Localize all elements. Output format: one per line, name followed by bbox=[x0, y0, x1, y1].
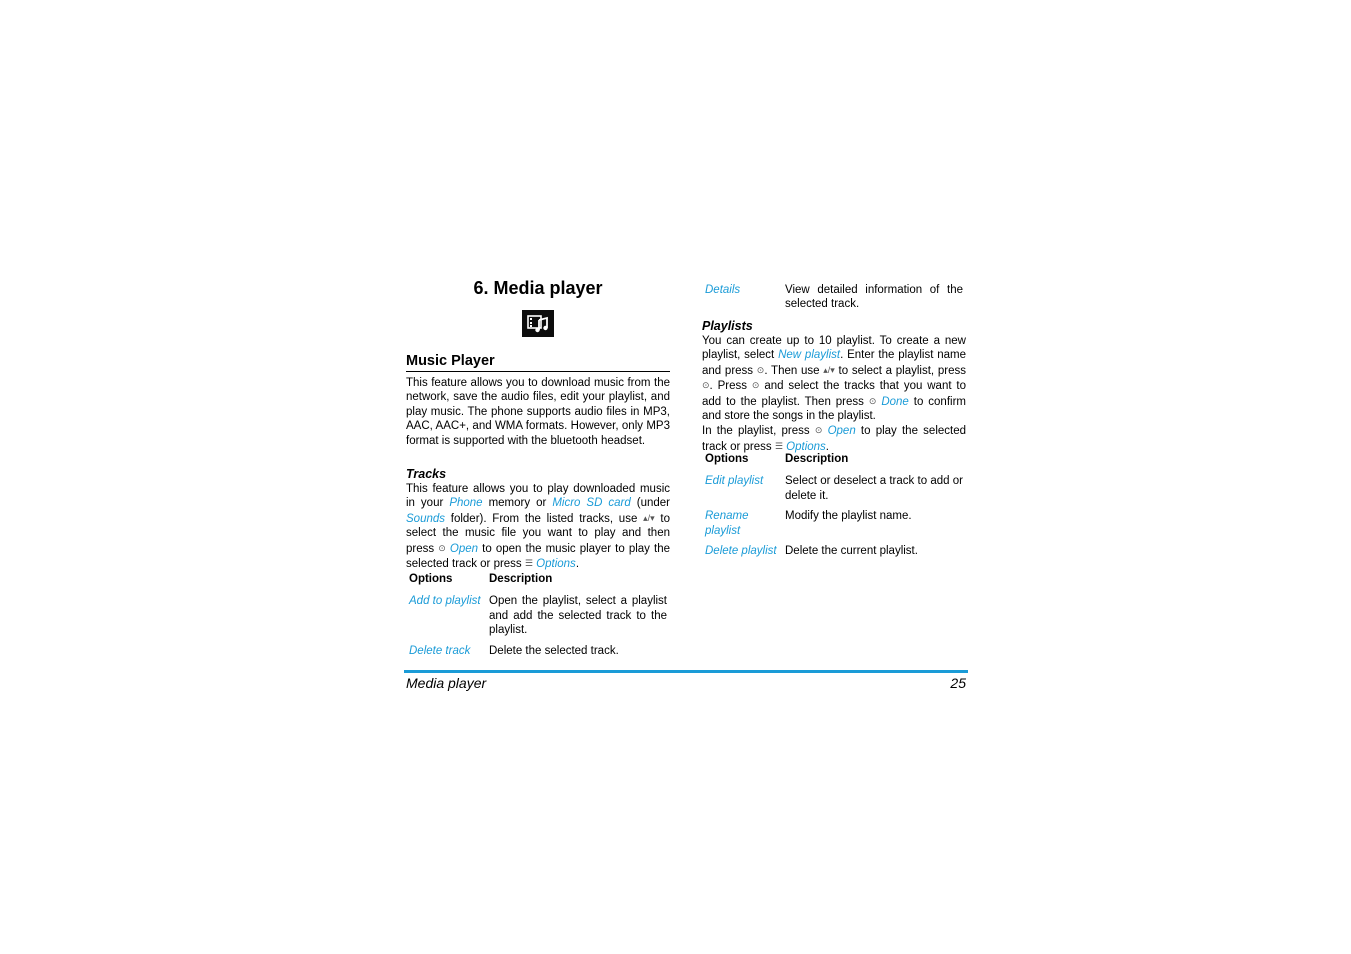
description: Select or deselect a track to add or delete it. bbox=[785, 475, 963, 502]
description: Delete the selected track. bbox=[489, 644, 619, 657]
text: folder). From the listed tracks, use bbox=[450, 512, 638, 525]
options-link: Options bbox=[786, 440, 826, 453]
table-row bbox=[702, 542, 966, 562]
option-details: Details bbox=[705, 284, 741, 296]
menu-key-icon: ☰ bbox=[524, 558, 533, 569]
text: . Press bbox=[709, 380, 748, 393]
ok-key-icon: ⊙ bbox=[438, 542, 446, 553]
table-row bbox=[702, 281, 966, 316]
description: Open the playlist, select a playlist and add the selected track to the playlist. bbox=[489, 595, 667, 637]
chapter-title: 6. Media player bbox=[473, 278, 603, 298]
sd-card-link: Micro SD card bbox=[552, 497, 631, 510]
col-options: Options bbox=[409, 573, 453, 585]
col-options: Options bbox=[705, 453, 749, 465]
playlists-section bbox=[702, 319, 966, 454]
subheading-tracks: Tracks bbox=[406, 467, 447, 481]
table-row bbox=[406, 642, 670, 662]
text: This feature allows you to play downloaded music in your bbox=[406, 483, 670, 510]
navigation-key-icon: ▴/▾ bbox=[643, 512, 655, 523]
description: View detailed information of the selected track. bbox=[785, 284, 963, 311]
tracks-options-table bbox=[406, 570, 670, 662]
tracks-paragraph bbox=[406, 482, 670, 571]
ok-key-icon: ⊙ bbox=[702, 380, 710, 391]
table-row bbox=[702, 507, 966, 542]
text: and select the tracks that you want to add to the playlist. Then press bbox=[702, 380, 967, 408]
footer-rule bbox=[404, 670, 968, 673]
col-description: Description bbox=[489, 573, 553, 585]
details-table bbox=[702, 281, 966, 316]
text: to play the selected track or press bbox=[702, 425, 967, 453]
text: In the playlist, press bbox=[702, 425, 810, 438]
col-description: Description bbox=[785, 453, 849, 465]
table-row bbox=[406, 592, 670, 641]
description: Modify the playlist name. bbox=[785, 510, 912, 523]
text: to select the music file you want to play and then press bbox=[406, 512, 670, 555]
sounds-link: Sounds bbox=[406, 512, 446, 525]
options-link: Options bbox=[536, 558, 576, 571]
description: Delete the current playlist. bbox=[785, 545, 918, 558]
footer-section-name: Media player bbox=[406, 675, 487, 691]
playlists-options-table bbox=[702, 450, 966, 562]
option-rename-playlist: Rename playlist bbox=[705, 510, 749, 537]
ok-key-icon: ⊙ bbox=[751, 380, 760, 391]
text: (under bbox=[636, 497, 671, 510]
playlists-paragraph bbox=[702, 334, 966, 423]
done-link: Done bbox=[881, 395, 909, 408]
media-player-icon bbox=[522, 310, 554, 337]
table-row bbox=[702, 472, 966, 507]
text: to confirm and store the songs in the playlist. bbox=[702, 395, 966, 423]
text: memory or bbox=[488, 497, 547, 510]
subheading-playlists: Playlists bbox=[702, 319, 753, 333]
table-header-row bbox=[702, 450, 966, 472]
film-music-icon bbox=[527, 314, 549, 333]
tracks-section bbox=[406, 467, 670, 571]
option-add-to-playlist: Add to playlist bbox=[409, 595, 481, 608]
section-heading-music-player: Music Player bbox=[406, 352, 670, 372]
option-delete-playlist: Delete playlist bbox=[705, 545, 777, 558]
option-edit-playlist: Edit playlist bbox=[705, 475, 764, 488]
open-link: Open bbox=[449, 542, 479, 555]
playlists-options-table-wrap bbox=[702, 450, 966, 562]
text: . Enter the playlist name and press bbox=[702, 349, 966, 377]
ok-key-icon: ⊙ bbox=[756, 364, 765, 375]
footer-page-number: 25 bbox=[950, 675, 966, 691]
ok-key-icon: ⊙ bbox=[814, 425, 823, 436]
open-link: Open bbox=[827, 425, 856, 438]
text: . Then use bbox=[764, 364, 820, 377]
phone-link: Phone bbox=[449, 497, 483, 510]
music-player-intro: This feature allows you to download music from the network, save the audio files, edit your playlist, and play music. The phone supports audio files in MP3, AAC, AAC+, and WMA formats. However, only MP3 format is supported with the bluetooth headset. bbox=[406, 377, 670, 447]
text: . bbox=[575, 558, 580, 571]
tracks-options-table-wrap bbox=[406, 570, 670, 662]
manual-page bbox=[406, 276, 968, 696]
new-playlist-link: New playlist bbox=[778, 349, 841, 362]
text: to select a playlist, press bbox=[838, 364, 966, 377]
option-delete-track: Delete track bbox=[409, 644, 471, 657]
text: You can create up to 10 playlist. To create a new playlist, select bbox=[702, 335, 966, 362]
navigation-key-icon: ▴/▾ bbox=[823, 364, 835, 375]
ok-key-icon: ⊙ bbox=[868, 395, 877, 406]
menu-key-icon: ☰ bbox=[774, 440, 783, 451]
text: . bbox=[825, 440, 829, 453]
table-header-row bbox=[406, 570, 670, 592]
text: to open the music player to play the selected track or press bbox=[406, 542, 671, 571]
